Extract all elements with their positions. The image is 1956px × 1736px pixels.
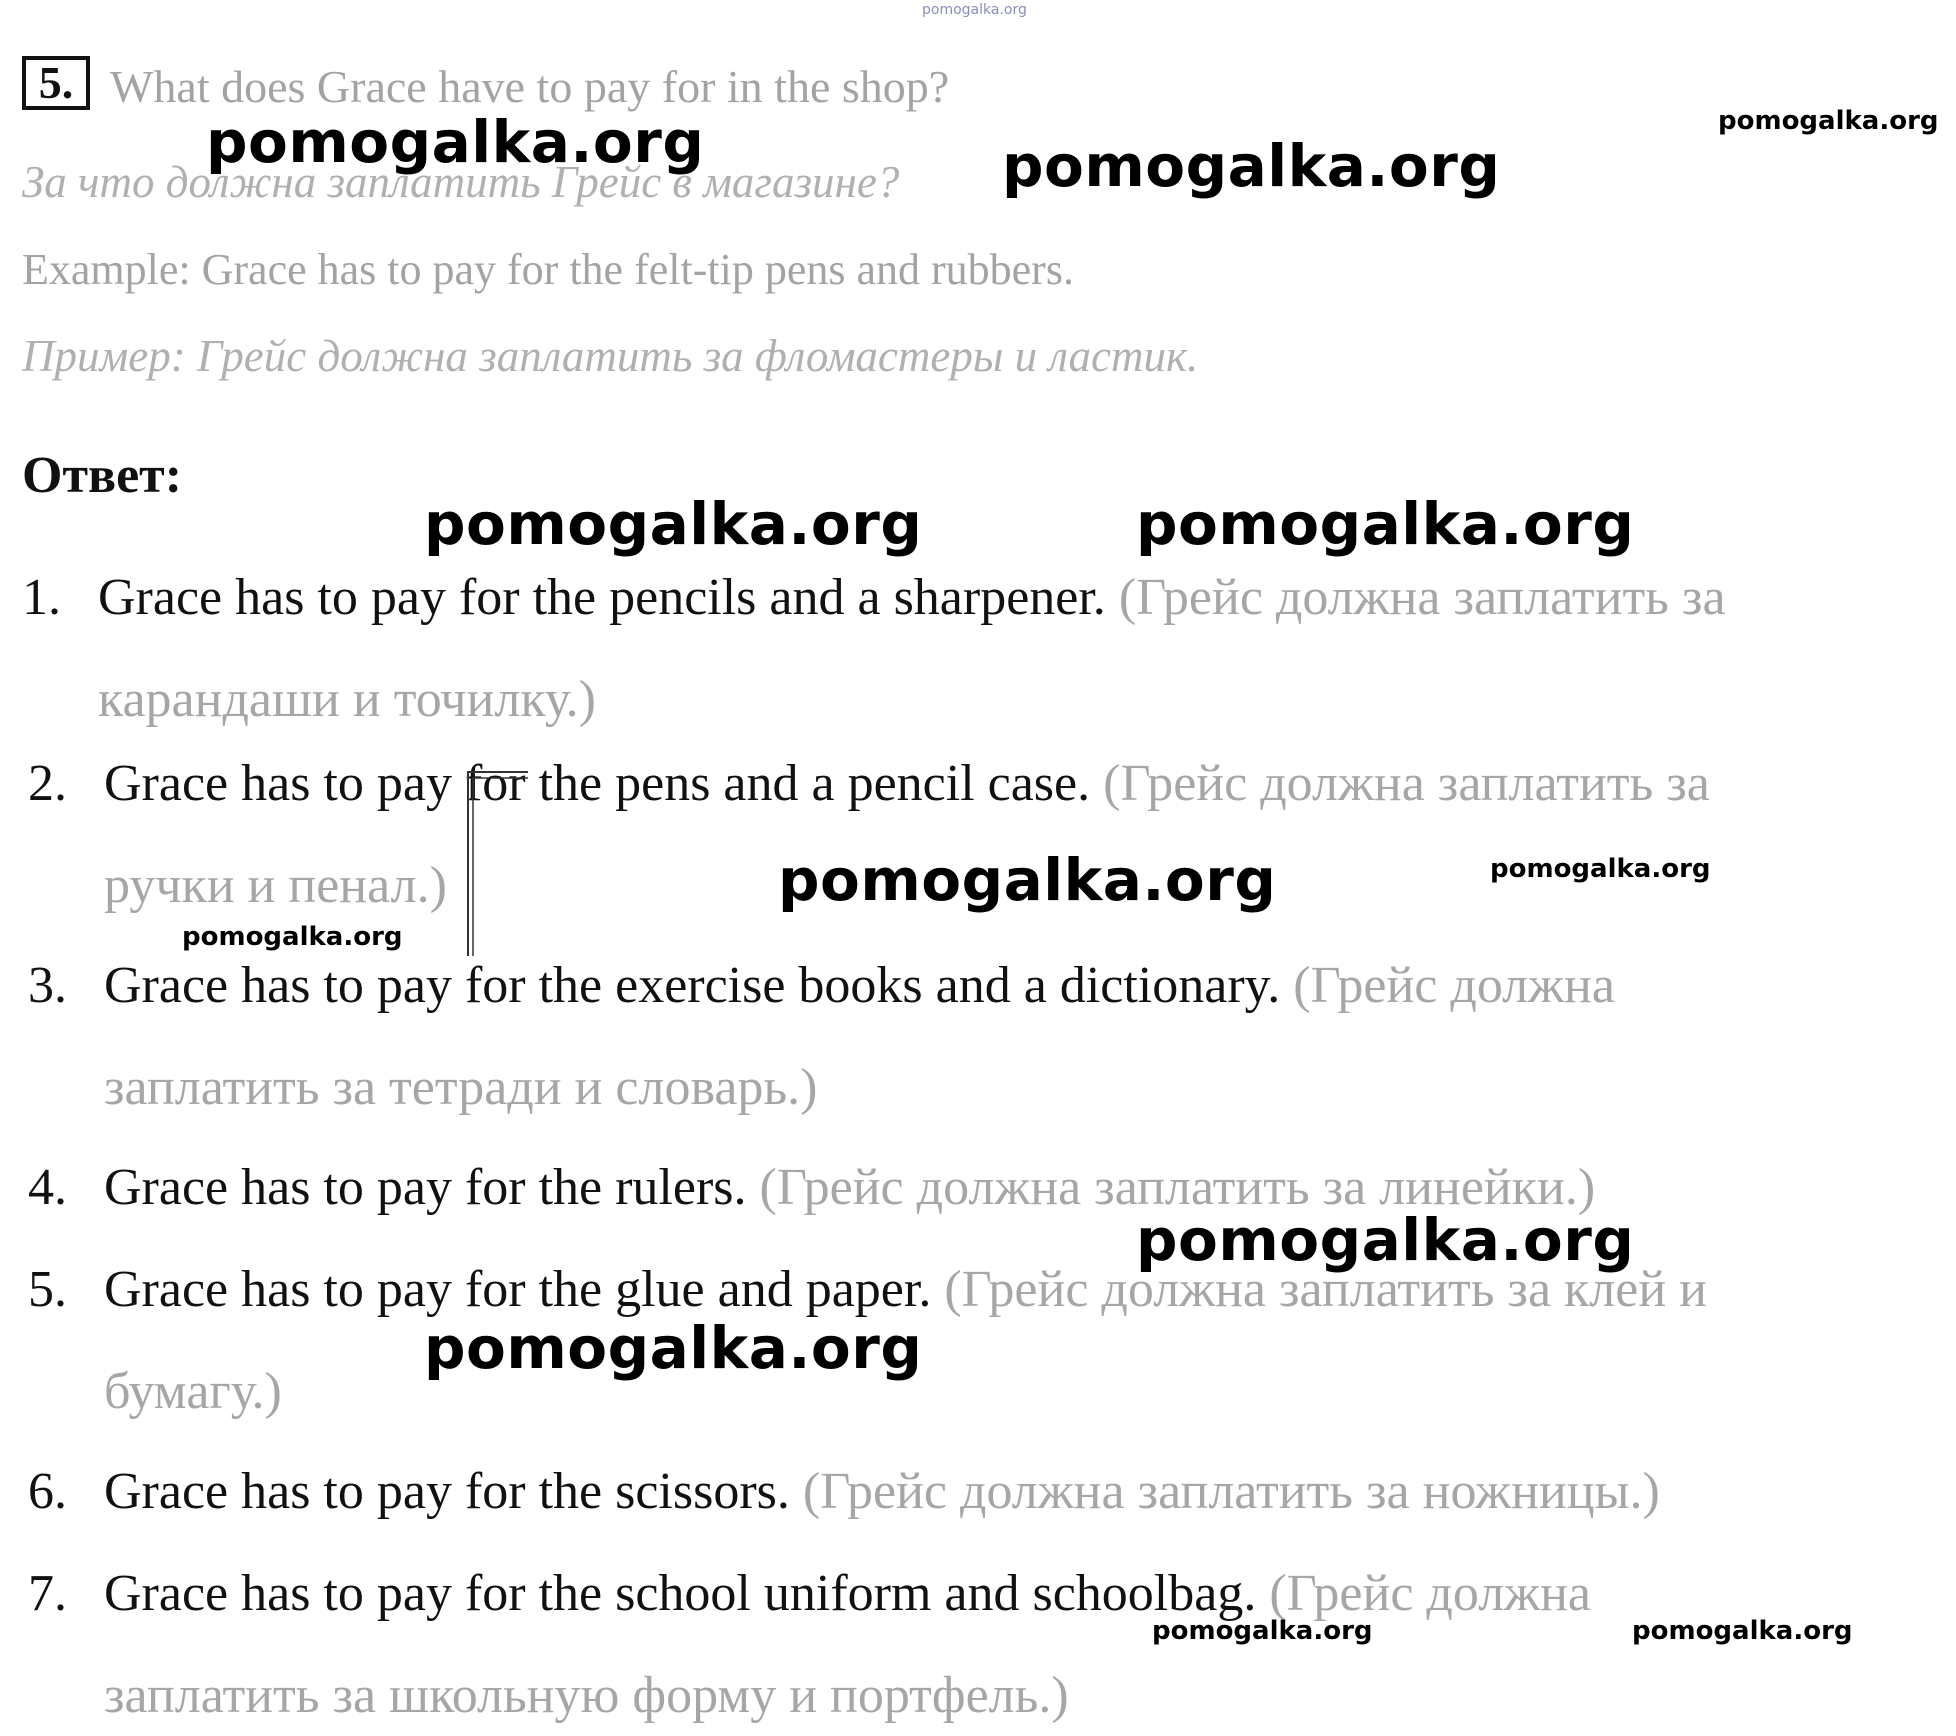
- answer-item-en: Grace has to pay for the pens and a pencil case.: [104, 755, 1091, 812]
- example-ru: Пример: Грейс должна заплатить за фломастеры и ластик.: [22, 331, 1199, 381]
- answer-item-en: Grace has to pay for the glue and paper.: [104, 1261, 932, 1318]
- answer-item: [104, 754, 1710, 813]
- watermark: pomogalka.org: [424, 490, 923, 558]
- item-number: 4.: [28, 1159, 67, 1216]
- watermark-top: pomogalka.org: [922, 2, 1027, 18]
- watermark: pomogalka.org: [1136, 490, 1635, 558]
- watermark: pomogalka.org: [206, 108, 705, 176]
- answer-item: [104, 956, 1615, 1015]
- answer-item-en: Grace has to pay for the school uniform and schoolbag.: [104, 1565, 1257, 1622]
- example-en: Example: Grace has to pay for the felt-tip pens and rubbers.: [22, 245, 1074, 294]
- answer-item-en: Grace has to pay for the exercise books and a dictionary.: [104, 957, 1281, 1014]
- answer-item: [104, 1462, 1660, 1521]
- answer-item-ru: (Грейс должна заплатить за линейки.): [759, 1159, 1596, 1216]
- answer-item-en: Grace has to pay for the pencils and a sharpener.: [98, 569, 1106, 626]
- item-number: 3.: [28, 957, 67, 1014]
- answer-item-ru: (Грейс должна заплатить за: [1103, 755, 1710, 812]
- item-number: 5.: [28, 1261, 67, 1318]
- answer-item-ru: (Грейс должна заплатить за ножницы.): [802, 1463, 1660, 1520]
- watermark: pomogalka.org: [778, 846, 1277, 914]
- answer-item-en: Grace has to pay for the rulers.: [104, 1159, 747, 1216]
- exercise-number: 5.: [22, 56, 90, 110]
- answer-item: [98, 568, 1726, 627]
- answer-item-ru: (Грейс должна заплатить за: [1118, 569, 1726, 626]
- watermark: pomogalka.org: [182, 922, 403, 952]
- answer-item-ru-cont: заплатить за школьную форму и портфель.): [104, 1667, 1069, 1724]
- answer-item-en: Grace has to pay for the scissors.: [104, 1463, 790, 1520]
- item-number: 2.: [28, 755, 67, 812]
- answer-item-ru-cont: бумагу.): [104, 1363, 282, 1420]
- answer-item-ru: (Грейс должна: [1269, 1565, 1591, 1622]
- watermark: pomogalka.org: [424, 1314, 923, 1382]
- watermark: pomogalka.org: [1152, 1616, 1373, 1646]
- answer-item-ru-cont: карандаши и точилку.): [98, 671, 596, 728]
- question-ru: За что должна заплатить Грейс в магазине?: [22, 157, 900, 207]
- answer-item-ru-cont: ручки и пенал.): [104, 857, 447, 914]
- answer-item: [104, 1564, 1591, 1623]
- watermark: pomogalka.org: [1002, 132, 1501, 200]
- item-number: 7.: [28, 1565, 67, 1622]
- question-en: What does Grace have to pay for in the shop?: [110, 61, 950, 112]
- item-number: 6.: [28, 1463, 67, 1520]
- answer-label: Ответ:: [22, 447, 183, 504]
- scan-artifact: [440, 766, 560, 966]
- watermark: pomogalka.org: [1718, 106, 1939, 136]
- answer-item-ru-cont: заплатить за тетради и словарь.): [104, 1059, 818, 1116]
- answer-item-ru: (Грейс должна заплатить за клей и: [944, 1261, 1707, 1318]
- answer-item-ru: (Грейс должна: [1293, 957, 1615, 1014]
- watermark: pomogalka.org: [1136, 1206, 1635, 1274]
- watermark: pomogalka.org: [1632, 1616, 1853, 1646]
- item-number: 1.: [22, 569, 61, 626]
- watermark: pomogalka.org: [1490, 854, 1711, 884]
